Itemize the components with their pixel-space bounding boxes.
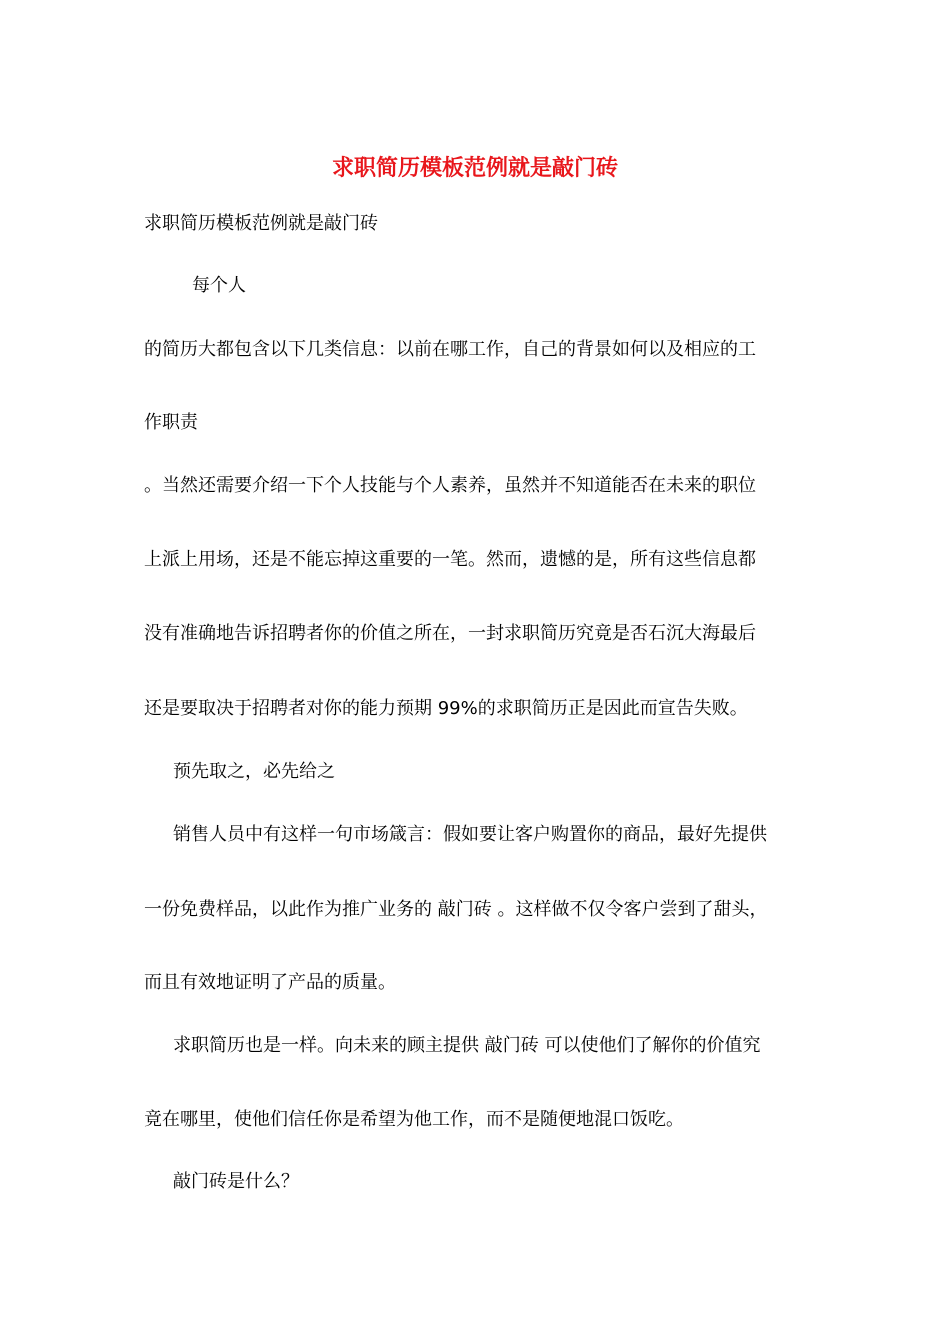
document-title: 求职简历模板范例就是敲门砖 bbox=[331, 155, 618, 181]
paragraph-line: 还是要取决于招聘者对你的能力预期 99%的求职简历正是因此而宣告失败。 bbox=[144, 698, 748, 719]
paragraph-line: 销售人员中有这样一句市场箴言：假如要让客户购置你的商品，最好先提供 bbox=[173, 824, 767, 845]
paragraph-line: 一份免费样品，以此作为推广业务的 敲门砖 。这样做不仅令客户尝到了甜头， bbox=[144, 899, 768, 920]
paragraph-line: 求职简历也是一样。向未来的顾主提供 敲门砖 可以使他们了解你的价值究 bbox=[173, 1035, 761, 1056]
paragraph-line: 没有准确地告诉招聘者你的价值之所在，一封求职简历究竟是否石沉大海最后 bbox=[144, 623, 756, 644]
paragraph-line: 作职责 bbox=[144, 412, 198, 433]
paragraph-line: 而且有效地证明了产品的质量。 bbox=[144, 972, 396, 993]
paragraph-line: 的简历大都包含以下几类信息：以前在哪工作，自己的背景如何以及相应的工 bbox=[144, 339, 756, 360]
paragraph-line: 竟在哪里，使他们信任你是希望为他工作，而不是随便地混口饭吃。 bbox=[144, 1109, 684, 1130]
section-heading: 敲门砖是什么？ bbox=[173, 1171, 299, 1192]
section-heading: 预先取之，必先给之 bbox=[173, 761, 335, 782]
subtitle-line: 求职简历模板范例就是敲门砖 bbox=[144, 213, 378, 234]
paragraph-line: 上派上用场，还是不能忘掉这重要的一笔。然而，遗憾的是，所有这些信息都 bbox=[144, 549, 756, 570]
paragraph-line: 。当然还需要介绍一下个人技能与个人素养，虽然并不知道能否在未来的职位 bbox=[144, 475, 756, 496]
paragraph-line: 每个人 bbox=[192, 275, 246, 296]
